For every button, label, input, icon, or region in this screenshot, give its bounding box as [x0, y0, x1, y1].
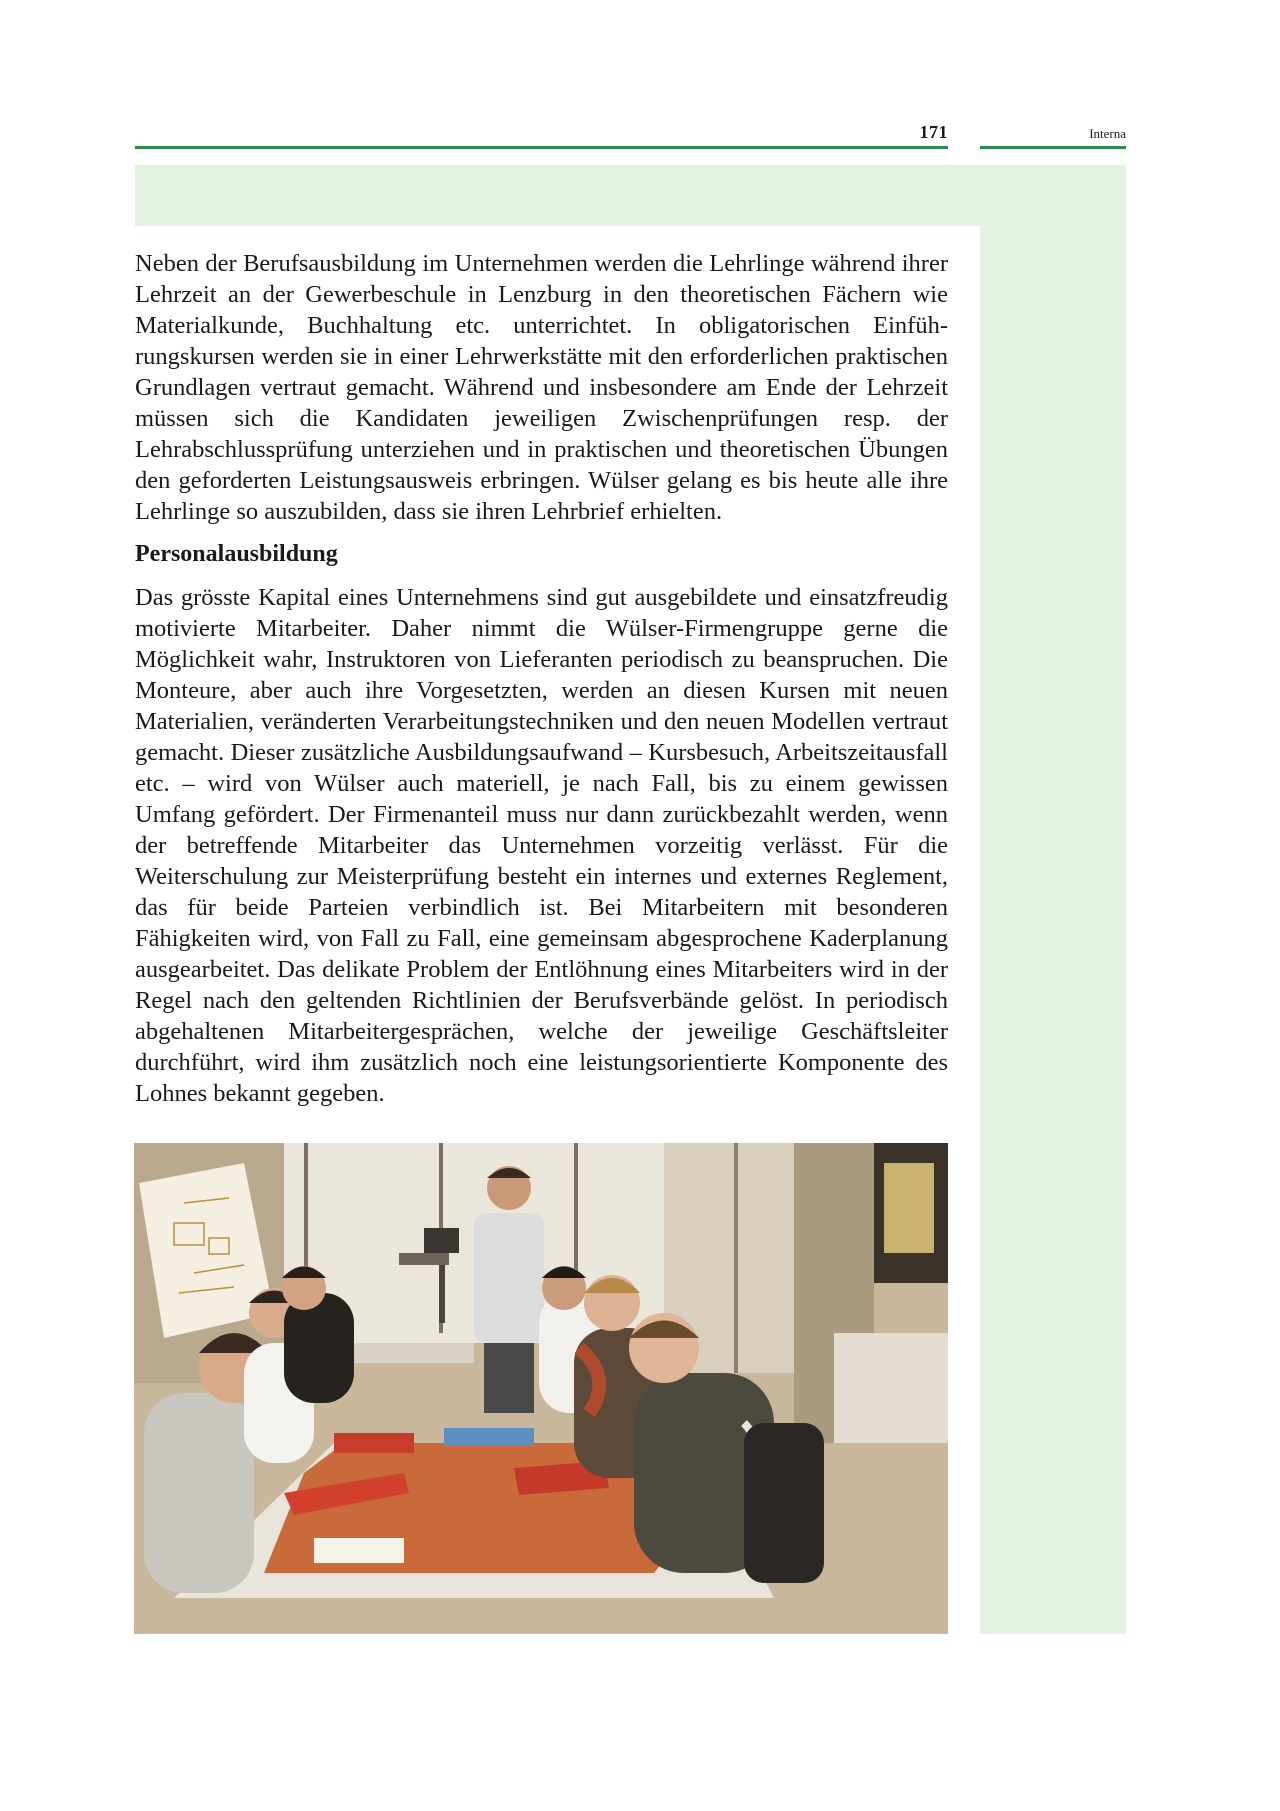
paragraph-staff-training: Das grösste Kapital eines Unternehmens sind gut ausgebildete und einsatzfreudig motivierte Mitarbeiter. Daher nimmt die Wülser-Firmengruppe gerne die Möglichkeit wahr, Instruktoren von Lieferanten periodisch zu beanspruchen. Die Monteure, aber auch ihre Vorgesetzten, werden an diesen Kursen mit neuen Materialien, veränderten Verarbeitungstechniken und den neuen Modellen vertraut gemacht. Dieser zusätzliche Ausbildungsaufwand – Kursbesuch, Arbeitszeitausfall etc. – wird von Wülser auch materiell, je nach Fall, bis zu einem gewissen Umfang gefördert. Der Firmenanteil muss nur dann zurückbezahlt werden, wenn der betreffende Mitarbeiter das Unternehmen vorzeitig verlässt. Für die Weiterschulung zur Meisterprüfung besteht ein internes und externes Reglement, das für beide Parteien verbindlich ist. Bei Mitarbeitern mit besonderen Fähigkeiten wird, von Fall zu Fall, eine gemeinsam abgesprochene Kaderplanung ausgearbeitet. Das delikate Problem der Entlöhnung eines Mitarbeiters wird in der Regel nach den geltenden Richtlinien der Berufsverbände gelöst. In periodisch abgehaltenen Mitarbeitergesprächen, welche der jeweilige Geschäftsleiter durchführt, wird ihm zusätzlich noch eine leistungsorientierte Komponente des Lohnes bekannt gegeben.	[135, 584, 948, 1107]
page-number: 171	[919, 122, 948, 142]
training-group-photo	[134, 1143, 948, 1634]
section-heading: Personalausbildung	[135, 541, 338, 567]
section-label: Interna	[1089, 126, 1126, 141]
article-body	[135, 248, 948, 1121]
top-green-band	[135, 165, 1126, 226]
paragraph-apprentice-training: Neben der Berufsausbildung im Unternehmen werden die Lehrlinge während ihrer Lehrzeit an der Gewerbeschule in Lenzburg in den theoretischen Fächern wie Materialkunde, Buchhaltung etc. unterrichtet. In obligatorischen Einführungskursen werden sie in einer Lehrwerkstätte mit den erforderlichen praktischen Grundlagen vertraut gemacht. Während und insbesondere am Ende der Lehrzeit müssen sich die Kandidaten jeweiligen Zwischenprüfungen resp. der Lehrabschlussprüfung unterziehen und in praktischen und theoretischen Übungen den geforderten Leistungsausweis erbringen. Wülser gelang es bis heute alle ihre Lehrlinge so auszubilden, dass sie ihren Lehrbrief erhielten.	[135, 250, 948, 525]
header-rule	[135, 146, 948, 149]
sidebar-header-rule	[980, 146, 1126, 149]
side-green-panel	[980, 165, 1126, 1634]
